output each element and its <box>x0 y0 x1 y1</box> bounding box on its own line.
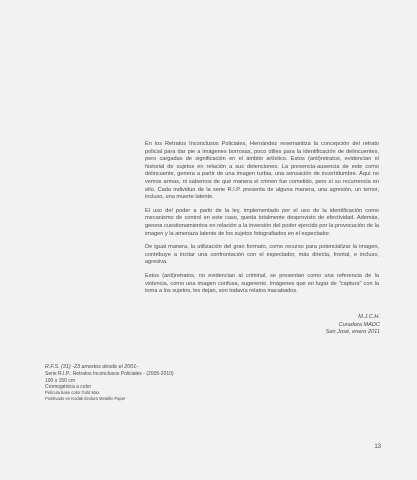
caption-film: Película base color Gold Max <box>45 390 100 396</box>
essay-text <box>145 141 379 302</box>
essay-paragraph-3: De igual manera, la utilización del gran formato, como recurso para potencializar la imagen, contribuye a incitar una confrontación con el espectador, más directa, frontal, e incluso, agresiva. <box>145 244 379 266</box>
essay-paragraph-4: Estos (anti)retratos, no evidencian al criminal, se presentan como una referencia de la violencia, como una imagen confusa, sugerente. Imágenes que en lugar de "captura" con la toma a los sujetos, les dejan, son todavía relatos inacabados. <box>145 272 379 295</box>
caption-size: 100 x 150 cm <box>45 377 76 384</box>
essay-paragraph-2: El uso del poder a partir de la ley, implementado por el uso de la identificación como mecanismo de control en este caso, queda totalmente desprovisto de efectividad. Además, genera cuestionamientos en relación a la inversión del poder ejercido por la provocación de la imagen y la amenaza latente de los sujetos fotografiados en el espectador. <box>145 207 379 237</box>
signature-initials: M.J.C.H. <box>358 314 380 320</box>
signature-role: Curadora MADC <box>338 321 380 328</box>
curator-signature <box>326 314 380 337</box>
caption-technique: Cromogénica a color <box>45 383 92 390</box>
caption-series: Serie R.I.P.: Retratos Inconclusos Policiales - (2005-2010) <box>45 371 174 378</box>
artwork-caption <box>45 364 175 403</box>
caption-title: R.F.S. (31) -23 arrestos desde el 2001- <box>45 364 139 370</box>
essay-paragraph-1: En los Retratos Inconclusos Policiales, Hernández resemantiza la concepción del retrato policial para dar pie a imágenes borrosas, poco útiles para la identificación de delincuentes, pero cargadas de significación en el ámbito artístico. Estos (anti)retratos, evidencian el historial de sujetos en relación a sus detenciones. La presencia-ausencia de este como delincuente, genera a partir de una imagen turbia, una sensación de incertidumbre. Aquí no vemos armas, ni sabemos de qué manera el crimen fue cometido, pero sí su recurrencia en ello. Cada individuo de la serie R.I.P. presenta de alguna manera, una agresión, un temor, incluso, una muerte latente. <box>145 141 379 201</box>
signature-place-date: San José, enero 2011 <box>325 329 380 336</box>
page-number: 13 <box>374 444 381 450</box>
caption-print: Positivado en Kodak Endura Metallic Paper <box>45 396 126 402</box>
